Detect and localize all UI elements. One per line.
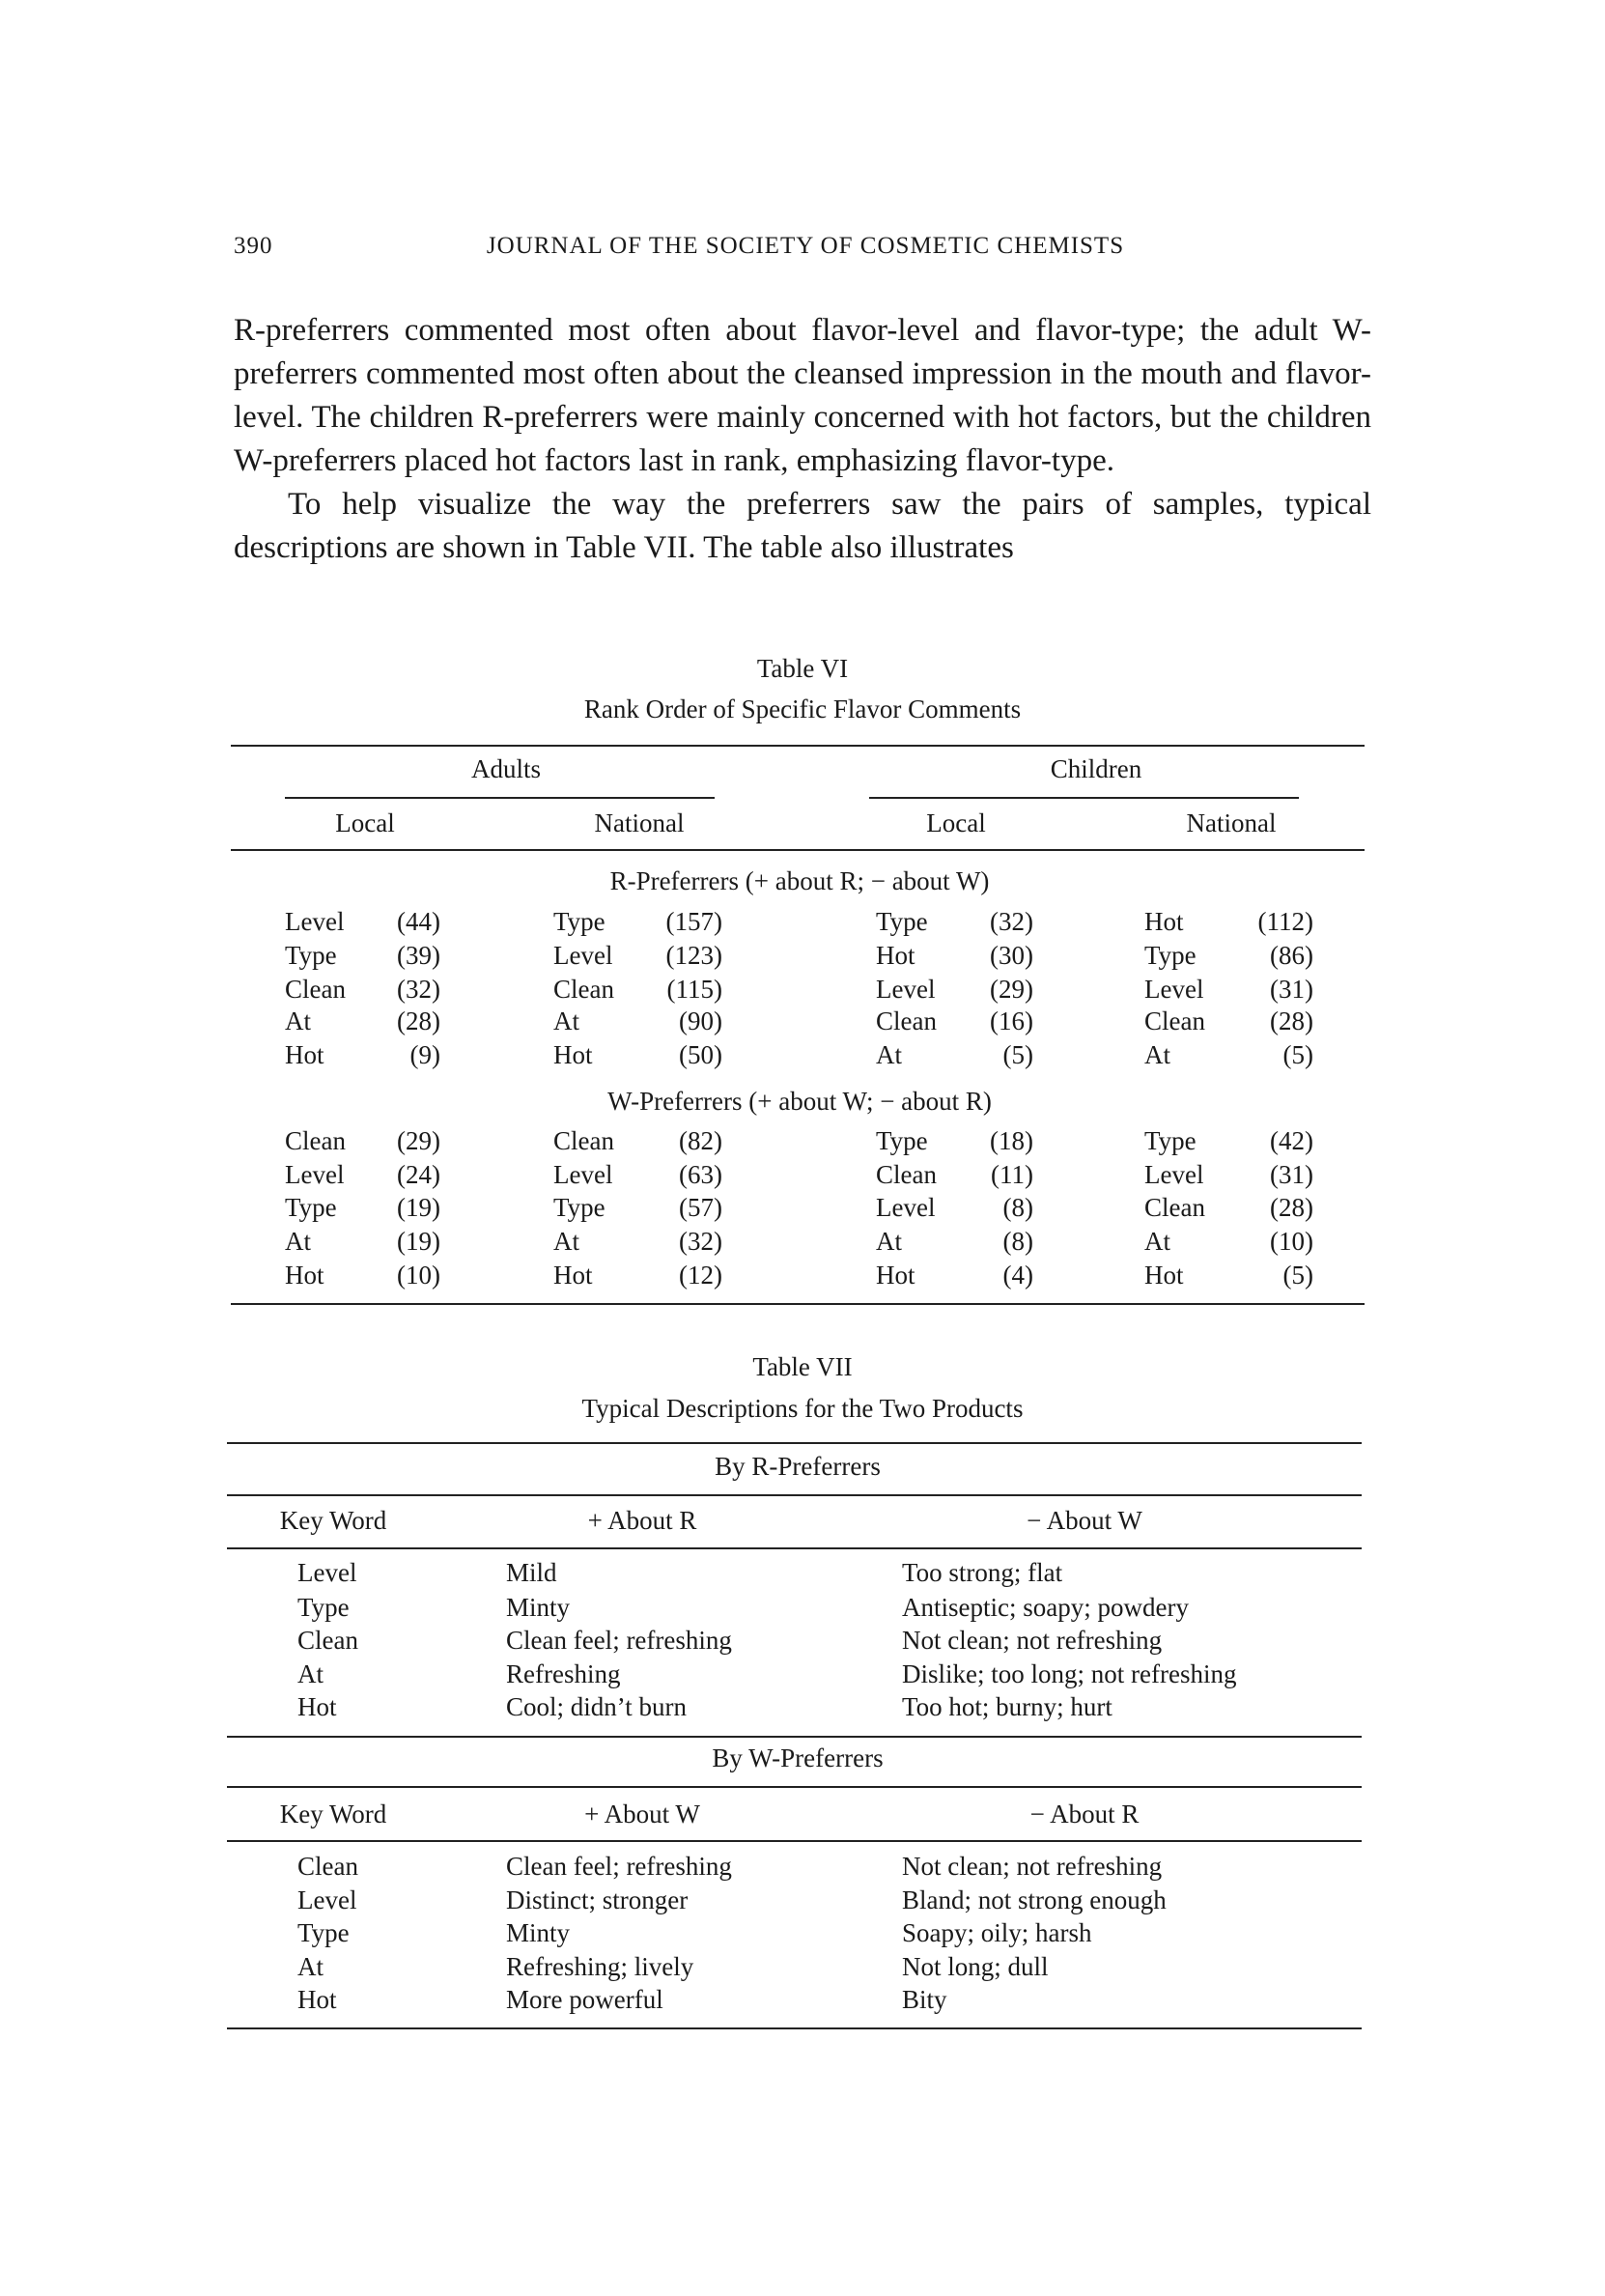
cell-comment-type: Level xyxy=(553,941,613,970)
cell-comment-type: Clean xyxy=(876,1160,937,1189)
cell-key-word: Type xyxy=(297,1593,350,1622)
table-rule xyxy=(227,1547,1362,1549)
cell-comment-type: Hot xyxy=(1144,907,1184,936)
table-rule xyxy=(227,1736,1362,1738)
cell-negative: Not clean; not refreshing xyxy=(902,1852,1163,1881)
cell-comment-type: Clean xyxy=(553,975,614,1004)
cell-negative: Not long; dull xyxy=(902,1952,1049,1981)
cell-count: (28) xyxy=(1270,1006,1313,1035)
column-header: − About W xyxy=(1027,1506,1142,1535)
cell-comment-type: At xyxy=(553,1227,579,1256)
cell-count: (28) xyxy=(397,1006,440,1035)
cell-comment-type: Type xyxy=(553,1193,605,1222)
cell-key-word: Clean xyxy=(297,1626,358,1655)
cell-count: (32) xyxy=(397,975,440,1004)
cell-count: (11) xyxy=(991,1160,1033,1189)
cell-count: (10) xyxy=(397,1261,440,1290)
cell-count: (82) xyxy=(679,1126,722,1155)
cell-count: (86) xyxy=(1270,941,1313,970)
cell-key-word: At xyxy=(297,1659,324,1688)
cell-comment-type: Clean xyxy=(553,1126,614,1155)
cell-count: (5) xyxy=(1002,1040,1033,1069)
cell-key-word: Clean xyxy=(297,1852,358,1881)
cell-key-word: Level xyxy=(297,1558,357,1587)
section-heading: By R-Preferrers xyxy=(715,1452,881,1481)
cell-negative: Too hot; burny; hurt xyxy=(902,1692,1112,1721)
cell-count: (24) xyxy=(397,1160,440,1189)
table-rule xyxy=(227,1442,1362,1444)
cell-key-word: Hot xyxy=(297,1692,337,1721)
table-rule xyxy=(231,1303,1365,1305)
cell-positive: Clean feel; refreshing xyxy=(506,1852,732,1881)
cell-negative: Antiseptic; soapy; powdery xyxy=(902,1593,1189,1622)
cell-count: (29) xyxy=(397,1126,440,1155)
cell-count: (32) xyxy=(679,1227,722,1256)
cell-comment-type: Hot xyxy=(876,1261,915,1290)
cell-comment-type: At xyxy=(1144,1040,1170,1069)
cell-comment-type: At xyxy=(876,1227,902,1256)
cell-negative: Bity xyxy=(902,1985,947,2014)
cell-count: (39) xyxy=(397,941,440,970)
cell-count: (9) xyxy=(409,1040,440,1069)
cell-count: (50) xyxy=(679,1040,722,1069)
cell-positive: Minty xyxy=(506,1918,571,1947)
cell-negative: Bland; not strong enough xyxy=(902,1885,1167,1914)
column-header: National xyxy=(594,808,685,837)
table-rule xyxy=(869,797,1299,799)
cell-count: (4) xyxy=(1002,1261,1033,1290)
cell-count: (19) xyxy=(397,1227,440,1256)
cell-comment-type: Level xyxy=(1144,1160,1204,1189)
group-header-adults: Adults xyxy=(470,754,542,783)
cell-comment-type: Clean xyxy=(1144,1006,1205,1035)
cell-comment-type: Hot xyxy=(285,1040,324,1069)
column-header: Local xyxy=(335,808,395,837)
cell-count: (28) xyxy=(1270,1193,1313,1222)
cell-count: (63) xyxy=(679,1160,722,1189)
cell-comment-type: Clean xyxy=(285,1126,346,1155)
cell-comment-type: Level xyxy=(876,1193,936,1222)
table-rule xyxy=(227,2027,1362,2029)
section-heading: W-Preferrers (+ about W; − about R) xyxy=(607,1087,992,1116)
cell-count: (44) xyxy=(397,907,440,936)
table-title: Table VI xyxy=(756,654,849,683)
table-subtitle: Rank Order of Specific Flavor Comments xyxy=(583,694,1022,723)
cell-count: (115) xyxy=(666,975,722,1004)
paragraph: R-preferrers commented most often about flavor-level and flavor-type; the adult W-preferrers commented most often about the cleansed impression in the mouth and flavor-level. The children R-preferrers were mainly concerned with hot factors, but the children W-preferrers placed hot factors last in rank, emphasizing flavor-type. xyxy=(234,313,1371,478)
journal-title: JOURNAL OF THE SOCIETY OF COSMETIC CHEMISTS xyxy=(486,233,1125,259)
paragraph: To help visualize the way the preferrers saw the pairs of samples, typical descriptions are shown in Table VII. The table also illustrates xyxy=(234,487,1371,565)
cell-comment-type: Type xyxy=(876,1126,928,1155)
cell-count: (112) xyxy=(1257,907,1313,936)
cell-positive: Clean feel; refreshing xyxy=(506,1626,732,1655)
cell-comment-type: Clean xyxy=(1144,1193,1205,1222)
cell-comment-type: At xyxy=(553,1006,579,1035)
table-rule xyxy=(285,797,715,799)
column-header: Key Word xyxy=(279,1800,387,1828)
cell-comment-type: Clean xyxy=(876,1006,937,1035)
cell-comment-type: Hot xyxy=(553,1261,593,1290)
cell-count: (16) xyxy=(990,1006,1033,1035)
cell-positive: Minty xyxy=(506,1593,571,1622)
cell-key-word: Type xyxy=(297,1918,350,1947)
cell-comment-type: Type xyxy=(285,1193,337,1222)
cell-comment-type: Level xyxy=(1144,975,1204,1004)
cell-count: (5) xyxy=(1282,1040,1313,1069)
cell-comment-type: Hot xyxy=(876,941,915,970)
cell-count: (157) xyxy=(665,907,722,936)
cell-comment-type: Type xyxy=(876,907,928,936)
table-title: Table VII xyxy=(752,1352,853,1381)
cell-comment-type: Clean xyxy=(285,975,346,1004)
cell-count: (29) xyxy=(990,975,1033,1004)
table-rule xyxy=(227,1786,1362,1788)
cell-comment-type: Type xyxy=(285,941,337,970)
cell-positive: Cool; didn’t burn xyxy=(506,1692,688,1721)
group-header-children: Children xyxy=(1050,754,1142,783)
cell-key-word: Hot xyxy=(297,1985,337,2014)
cell-positive: Refreshing; lively xyxy=(506,1952,694,1981)
table-rule xyxy=(227,1840,1362,1842)
table-subtitle: Typical Descriptions for the Two Products xyxy=(581,1394,1024,1423)
cell-count: (19) xyxy=(397,1193,440,1222)
cell-negative: Too strong; flat xyxy=(902,1558,1063,1587)
column-header: National xyxy=(1186,808,1277,837)
cell-count: (5) xyxy=(1282,1261,1313,1290)
cell-count: (32) xyxy=(990,907,1033,936)
cell-positive: Distinct; stronger xyxy=(506,1885,689,1914)
cell-count: (57) xyxy=(679,1193,722,1222)
cell-comment-type: At xyxy=(1144,1227,1170,1256)
cell-count: (12) xyxy=(679,1261,722,1290)
column-header: − About R xyxy=(1029,1800,1140,1828)
cell-comment-type: Hot xyxy=(553,1040,593,1069)
page-number: 390 xyxy=(234,233,273,259)
column-header: + About W xyxy=(584,1800,700,1828)
cell-count: (18) xyxy=(990,1126,1033,1155)
cell-count: (10) xyxy=(1270,1227,1313,1256)
cell-positive: More powerful xyxy=(506,1985,663,2014)
body-text xyxy=(234,309,1371,570)
table-rule xyxy=(231,745,1365,747)
cell-count: (123) xyxy=(665,941,722,970)
cell-count: (31) xyxy=(1270,1160,1313,1189)
column-header: Key Word xyxy=(279,1506,387,1535)
cell-key-word: At xyxy=(297,1952,324,1981)
cell-count: (90) xyxy=(679,1006,722,1035)
cell-comment-type: Level xyxy=(876,975,936,1004)
table-rule xyxy=(227,1494,1362,1496)
cell-count: (42) xyxy=(1270,1126,1313,1155)
cell-comment-type: Level xyxy=(553,1160,613,1189)
cell-comment-type: Level xyxy=(285,1160,345,1189)
cell-count: (8) xyxy=(1002,1193,1033,1222)
cell-negative: Not clean; not refreshing xyxy=(902,1626,1163,1655)
cell-comment-type: Hot xyxy=(1144,1261,1184,1290)
cell-negative: Dislike; too long; not refreshing xyxy=(902,1659,1237,1688)
cell-comment-type: At xyxy=(285,1006,311,1035)
cell-count: (30) xyxy=(990,941,1033,970)
cell-positive: Mild xyxy=(506,1558,557,1587)
section-heading: R-Preferrers (+ about R; − about W) xyxy=(609,866,990,895)
cell-comment-type: Type xyxy=(1144,941,1197,970)
cell-comment-type: At xyxy=(285,1227,311,1256)
cell-comment-type: At xyxy=(876,1040,902,1069)
cell-comment-type: Type xyxy=(553,907,605,936)
cell-key-word: Level xyxy=(297,1885,357,1914)
cell-negative: Soapy; oily; harsh xyxy=(902,1918,1092,1947)
cell-count: (8) xyxy=(1002,1227,1033,1256)
cell-comment-type: Type xyxy=(1144,1126,1197,1155)
cell-comment-type: Level xyxy=(285,907,345,936)
column-header: Local xyxy=(926,808,986,837)
table-rule xyxy=(231,849,1365,851)
section-heading: By W-Preferrers xyxy=(712,1743,884,1772)
cell-positive: Refreshing xyxy=(506,1659,621,1688)
cell-comment-type: Hot xyxy=(285,1261,324,1290)
cell-count: (31) xyxy=(1270,975,1313,1004)
column-header: + About R xyxy=(587,1506,697,1535)
